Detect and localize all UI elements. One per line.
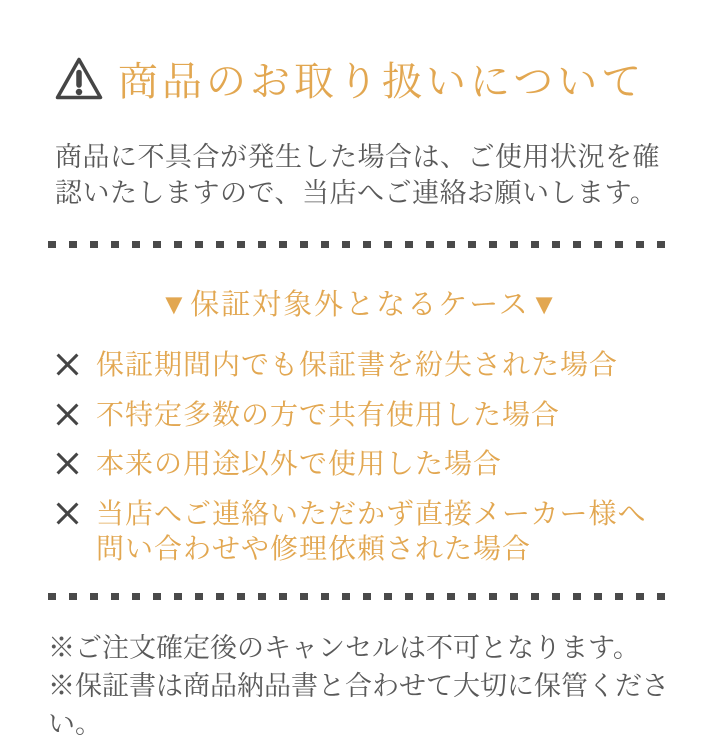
exclusion-text: 当店へご連絡いただかず直接メーカー様へ問い合わせや修理依頼された場合 [96, 497, 647, 565]
list-item [54, 496, 672, 567]
list-item [54, 347, 672, 383]
page-title: 商品のお取り扱いについて [118, 60, 646, 104]
exclusion-list [48, 347, 672, 567]
cross-icon [54, 450, 81, 477]
exclusion-section-heading: ▼保証対象外となるケース▼ [159, 289, 561, 322]
intro-text: 商品に不具合が発生した場合は、ご使用状況を確認いたしますので、当店へご連絡お願いします。 [55, 142, 660, 208]
list-item [54, 446, 672, 482]
cross-icon [54, 500, 81, 527]
cross-icon [54, 401, 81, 428]
exclusion-text: 不特定多数の方で共有使用した場合 [96, 398, 561, 430]
dotted-divider-bottom [48, 593, 672, 600]
note-warranty-keep: ※保証書は商品納品書と合わせて大切に保管ください。 [48, 670, 669, 739]
cross-icon [54, 351, 81, 378]
exclusion-text: 保証期間内でも保証書を紛失された場合 [96, 349, 619, 381]
footer-notes [48, 630, 672, 743]
exclusion-text: 本来の用途以外で使用した場合 [96, 448, 503, 480]
list-item [54, 397, 672, 433]
note-cancel: ※ご注文確定後のキャンセルは不可となります。 [48, 632, 640, 663]
notice-header [54, 50, 672, 107]
warning-triangle-icon [54, 56, 104, 102]
dotted-divider-top [48, 241, 672, 248]
